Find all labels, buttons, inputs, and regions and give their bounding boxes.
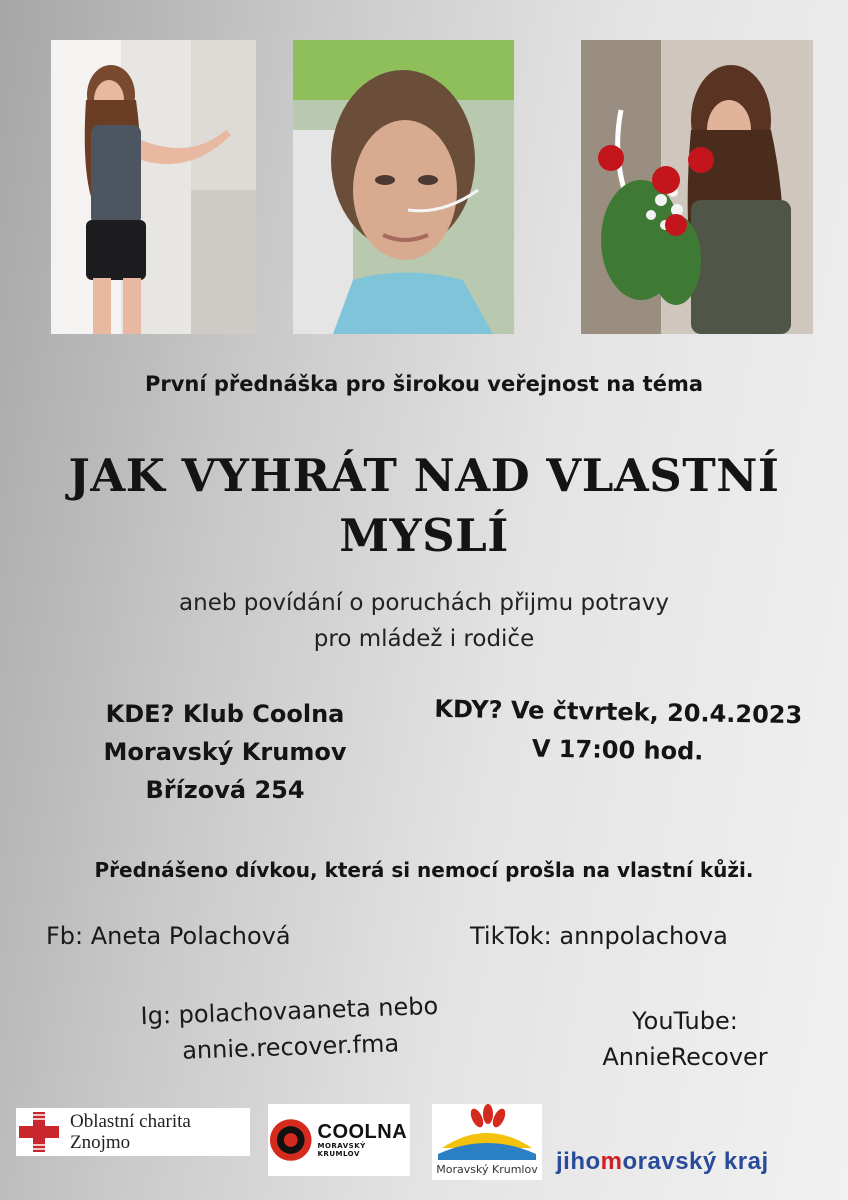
charita-line-2: Znojmo bbox=[70, 1132, 131, 1153]
jmk-part-3: oravský kraj bbox=[622, 1148, 769, 1175]
coolna-name: COOLNA bbox=[317, 1121, 408, 1143]
youtube-contact bbox=[560, 1003, 810, 1075]
hospital-bed-photo bbox=[293, 40, 514, 334]
location-line-2: Moravský Krumov bbox=[103, 738, 347, 766]
event-title bbox=[0, 446, 848, 566]
charita-line-1: Oblastní charita bbox=[70, 1111, 191, 1132]
instagram-line-1: Ig: polachovaaneta nebo bbox=[140, 991, 439, 1031]
intro-text: První přednáška pro širokou veřejnost na téma bbox=[144, 372, 704, 396]
subtitle-line-1: aneb povídání o poruchách přijmu potravy bbox=[179, 590, 669, 616]
subtitle bbox=[0, 585, 848, 657]
presented-by-text: Přednášeno dívkou, která si nemocí prošla na vlastní kůži. bbox=[94, 858, 754, 882]
coolna-town: MORAVSKÝ KRUMLOV bbox=[317, 1142, 366, 1158]
jmk-part-2: m bbox=[600, 1148, 623, 1175]
youtube-line-2: AnnieRecover bbox=[602, 1043, 768, 1071]
moravsky-krumlov-logo bbox=[432, 1104, 542, 1180]
charita-logo bbox=[16, 1108, 250, 1156]
moravsky-krumlov-text: Moravský Krumlov bbox=[436, 1163, 538, 1176]
date-line-2: V 17:00 hod. bbox=[531, 734, 704, 766]
coolna-target-icon bbox=[268, 1117, 314, 1163]
coolna-logo-text bbox=[314, 1122, 411, 1158]
date-line-1: KDY? Ve čtvrtek, 20.4.2023 bbox=[434, 694, 803, 730]
title-line-2: MYSLÍ bbox=[339, 509, 509, 562]
jmk-part-1: jiho bbox=[556, 1148, 601, 1175]
location-line-1: KDE? Klub Coolna bbox=[105, 700, 345, 728]
facebook-contact: Fb: Aneta Polachová bbox=[46, 922, 291, 950]
date-block bbox=[417, 690, 818, 773]
charita-cross-icon bbox=[16, 1109, 62, 1155]
location-line-3: Břízová 254 bbox=[145, 776, 305, 804]
location-block bbox=[60, 695, 390, 809]
woman-standing-photo bbox=[51, 40, 256, 334]
instagram-contact bbox=[94, 986, 486, 1072]
subtitle-line-2: pro mládež i rodiče bbox=[313, 626, 535, 652]
instagram-line-2: annie.recover.fma bbox=[181, 1029, 400, 1065]
moravsky-krumlov-emblem-icon bbox=[432, 1104, 542, 1160]
tiktok-contact: TikTok: annpolachova bbox=[470, 922, 728, 950]
woman-with-roses-photo bbox=[581, 40, 813, 334]
coolna-logo bbox=[268, 1104, 410, 1176]
jihomoravsky-kraj-logo bbox=[556, 1148, 769, 1176]
youtube-line-1: YouTube: bbox=[632, 1007, 738, 1035]
title-line-1: JAK VYHRÁT NAD VLASTNÍ bbox=[68, 449, 780, 502]
charita-logo-text bbox=[62, 1111, 191, 1153]
